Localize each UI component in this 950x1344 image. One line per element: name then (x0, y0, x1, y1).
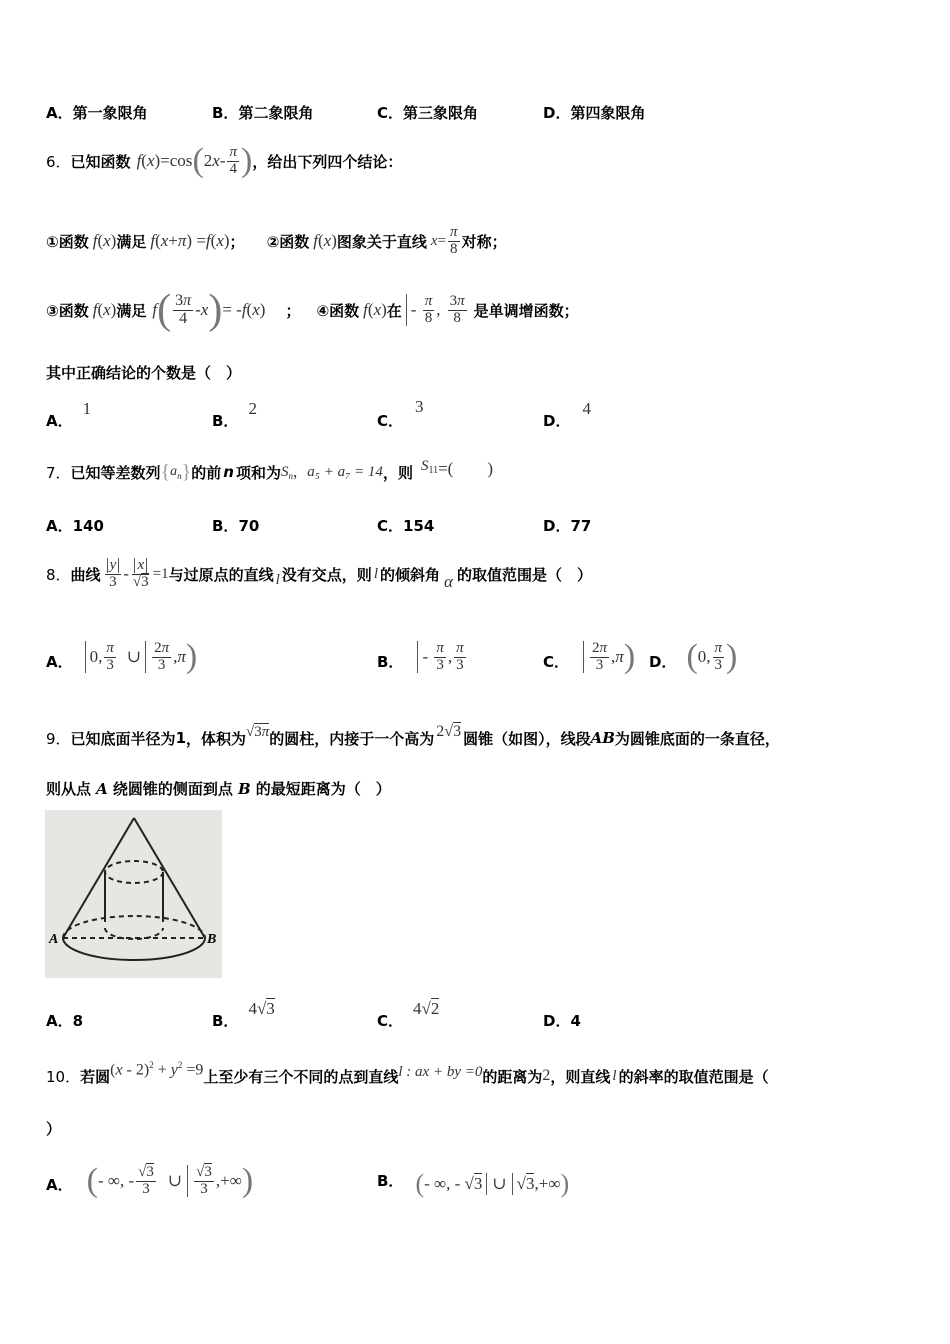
point-a-label: A (49, 932, 59, 947)
q8-stem: 8． 曲线 $\frac{y}{3}$ - $\frac{x}{√3}$ =1 与过原点的直线 l 没有交点，则 l 的倾斜角 α 的取值范围是（ ） (46, 556, 592, 591)
q6-option-c: C．3 (377, 397, 424, 430)
q8-option-d: D． ( 0, $\frac{\pi}{3}$ ) (649, 638, 738, 675)
q6-option-b: B．2 (212, 399, 257, 430)
q9-stem-line2: 则从点 A 绕圆锥的侧面到点 B 的最短距离为（ ） (46, 780, 391, 798)
q5-option-c: C．第三象限角 (377, 104, 479, 122)
q7-option-c: C．154 (377, 517, 435, 535)
q6-option-a: A．1 (46, 399, 92, 430)
q10-stem: 10． 若圆 $(x - 2)^2 + y^2 =9$ 上至少有三个不同的点到直线 l : ax + by =0 的距离为 2 ，则直线 l 的斜率的取值范围是（ (46, 1060, 769, 1086)
q7-option-b: B．70 (212, 517, 260, 535)
cone-cylinder-diagram (45, 810, 222, 978)
q6-conclusion-3-4: ③函数 f ( x ) 满足 f ( $\frac{3\pi}{4}$ - x ) = - f ( x ) ； ④函数 f ( x ) 在 - $\frac{\pi}{8}$ , $\frac{3\pi}{8}$ 是单调增函数； (46, 287, 579, 333)
q9-option-b: B．4√3 (212, 999, 275, 1030)
q7-option-a: A．140 (46, 517, 104, 535)
q10-stem-close: ） (46, 1120, 62, 1138)
q6-option-d: D．4 (543, 399, 591, 430)
q5-option-d: D．第四象限角 (543, 104, 646, 122)
q9-stem-line1: 9． 已知底面半径为 1 ，体积为 √3π 的圆柱，内接于一个高为 2√3 圆锥（如图），线段 AB 为圆锥底面的一条直径， (46, 723, 780, 748)
cone-base-back (63, 916, 205, 938)
cylinder-top (105, 861, 163, 883)
q9-option-c: C．4√2 (377, 999, 440, 1030)
q8-option-c: C． $\frac{2\pi}{3}$ ,π ) (543, 638, 636, 675)
q8-option-b: B． - $\frac{\pi}{3}$ , $\frac{\pi}{3}$ (377, 632, 473, 682)
q8-option-a: A． 0, $\frac{\pi}{3}$ ∪ $\frac{2\pi}{3}$ ,π ) (46, 638, 198, 675)
cone-figure (45, 810, 222, 978)
cone-right-edge (134, 818, 205, 938)
q6-conclusion-1-2: ①函数 f ( x ) 满足 f ( x + π ) = f ( x ) ； ②函数 f ( x ) 图象关于直线 x = $\frac{\pi}{8}$ 对称； (46, 223, 507, 257)
q6-question: 其中正确结论的个数是（ ） (46, 364, 242, 382)
point-b-label: B (207, 932, 217, 947)
q7-stem: 7． 已知等差数列 { a n } 的前 n 项和为 S n , a₅ + a₇ = 14 ，则 S 11 =( ) (46, 457, 494, 483)
q5-option-b: B．第二象限角 (212, 104, 314, 122)
q6-stem: 6． 已知函数 f ( x )=cos ( 2 x - $\frac{\pi}{4}$ ) ，给出下列四个结论： (46, 142, 403, 179)
q9-option-a: A．8 (46, 1012, 84, 1030)
cone-base-front (63, 938, 205, 960)
q9-option-d: D．4 (543, 1012, 581, 1030)
q7-option-d: D．77 (543, 517, 592, 535)
q10-option-a: A． ( - ∞, - $\frac{√3}{3}$ ∪ $\frac{√3}{3}$ ,+∞ ) (46, 1162, 254, 1199)
cone-left-edge (63, 818, 134, 938)
q5-option-a: A．第一象限角 (46, 104, 148, 122)
q10-option-b: B． ( - ∞, - √3 ∪ √3,+∞ ) (377, 1169, 570, 1198)
